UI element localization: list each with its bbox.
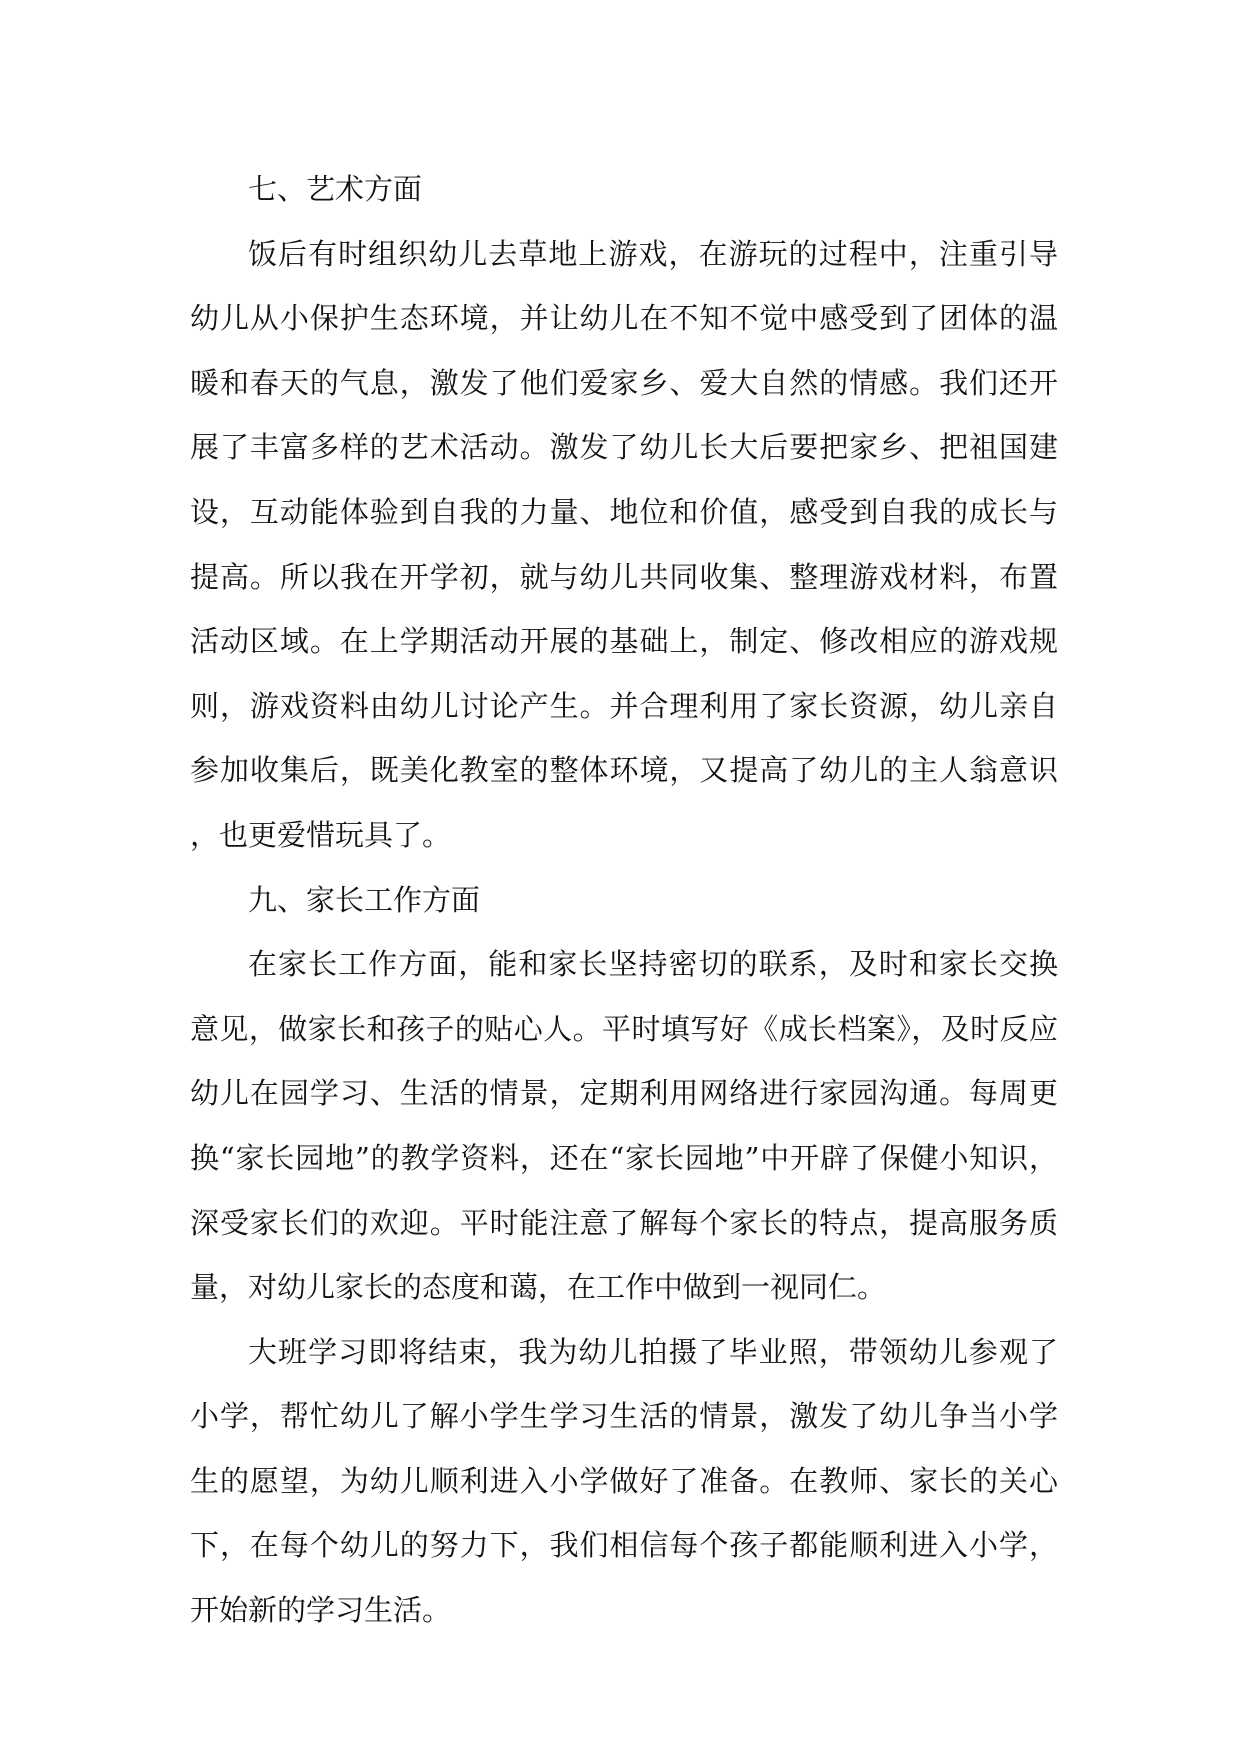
paragraph-art: 饭后有时组织幼儿去草地上游戏，在游玩的过程中，注重引导幼儿从小保护生态环境，并让幼儿在不知不觉中感受到了团体的温暖和春天的气息，激发了他们爱家乡、爱大自然的情感。我们还开展了丰富多样的艺术活动。激发了幼儿长大后要把家乡、把祖国建设，互动能体验到自我的力量、地位和价值，感受到自我的成长与提高。所以我在开学初，就与幼儿共同收集、整理游戏材料，布置活动区域。在上学期活动开展的基础上，制定、修改相应的游戏规则，游戏资料由幼儿讨论产生。并合理利用了家长资源，幼儿亲自参加收集后，既美化教室的整体环境，又提高了幼儿的主人翁意识，也更爱惜玩具了。 [190, 236, 1058, 852]
paragraph-graduation: 大班学习即将结束，我为幼儿拍摄了毕业照，带领幼儿参观了小学，帮忙幼儿了解小学生学习生活的情景，激发了幼儿争当小学生的愿望，为幼儿顺利进入小学做好了准备。在教师、家长的关心下，在每个幼儿的努力下，我们相信每个孩子都能顺利进入小学，开始新的学习生活。 [190, 1334, 1058, 1628]
paragraph-parent-work: 在家长工作方面，能和家长坚持密切的联系，及时和家长交换意见，做家长和孩子的贴心人。平时填写好《成长档案》，及时反应幼儿在园学习、生活的情景，定期利用网络进行家园沟通。每周更换“家长园地”的教学资料，还在“家长园地”中开辟了保健小知识，深受家长们的欢迎。平时能注意了解每个家长的特点，提高服务质量，对幼儿家长的态度和蔼，在工作中做到一视同仁。 [190, 947, 1058, 1305]
section-heading-parent-work: 九、家长工作方面 [248, 882, 481, 917]
document-body [190, 157, 1058, 1643]
section-heading-art: 七、艺术方面 [248, 172, 423, 206]
